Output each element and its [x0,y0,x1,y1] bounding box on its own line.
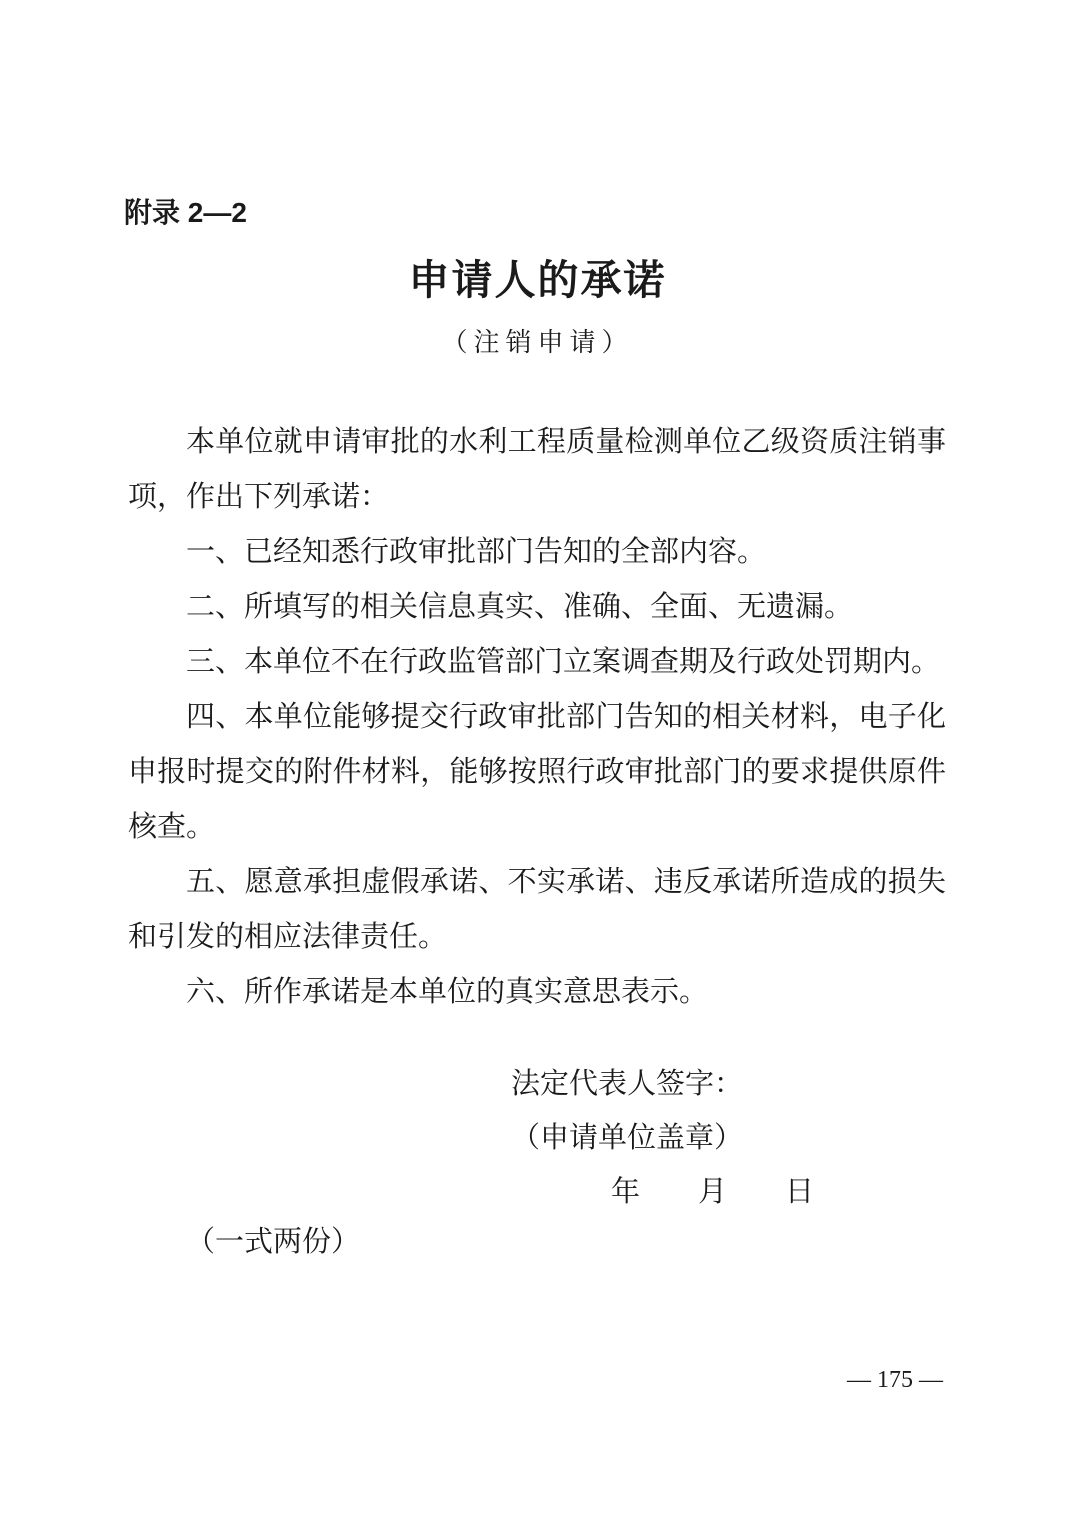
body-paragraph-item-4: 四、本单位能够提交行政审批部门告知的相关材料，电子化申报时提交的附件材料，能够按照行政审批部门的要求提供原件核查。 [128,701,946,843]
document-body [128,415,946,1020]
legal-representative-signature-label: 法定代表人签字： [511,1068,744,1100]
signature-block [128,1057,946,1219]
body-paragraph-item-2: 二、所填写的相关信息真实、准确、全面、无遗漏。 [186,591,854,623]
body-paragraph-item-1: 一、已经知悉行政审批部门告知的全部内容。 [186,536,767,568]
date-line-year-month-day: 年 月 日 [611,1176,815,1208]
body-paragraph-intro: 本单位就申请审批的水利工程质量检测单位乙级资质注销事项，作出下列承诺： [128,426,946,513]
body-paragraph-item-6: 六、所作承诺是本单位的真实意思表示。 [186,976,709,1008]
document-title: 申请人的承诺 [408,257,667,303]
applicant-unit-seal-label: （申请单位盖章） [511,1122,744,1154]
page-number: — 175 — [847,1367,943,1393]
body-paragraph-item-5: 五、愿意承担虚假承诺、不实承诺、违反承诺所造成的损失和引发的相应法律责任。 [128,866,946,953]
document-subtitle: （注销申请） [441,328,634,357]
copies-note: （一式两份） [186,1226,361,1258]
appendix-label: 附录 2—2 [124,197,247,228]
body-paragraph-item-3: 三、本单位不在行政监管部门立案调查期及行政处罚期内。 [186,646,941,678]
